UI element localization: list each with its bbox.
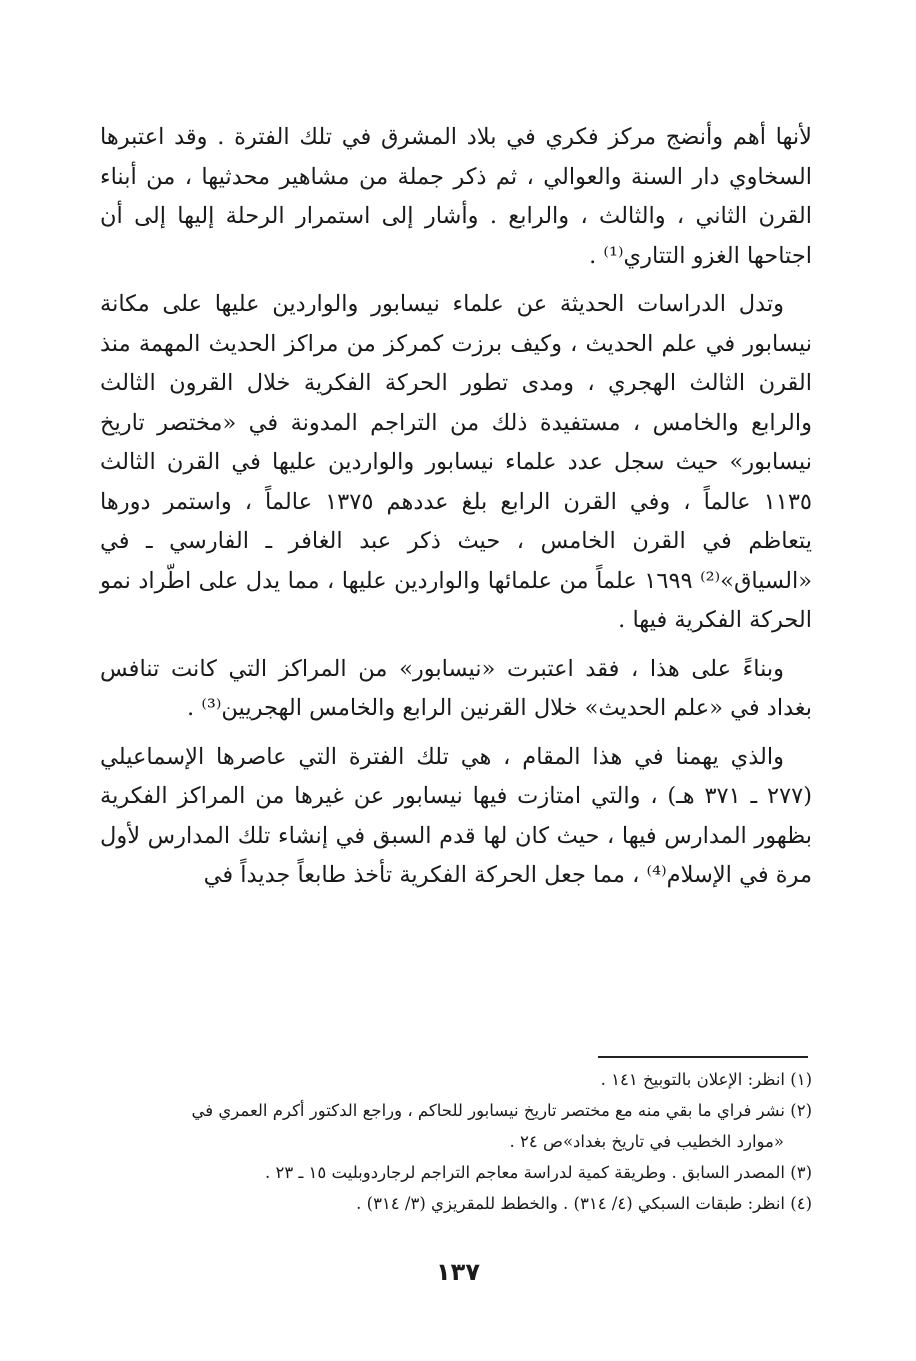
- page-number: ١٣٧: [436, 1258, 480, 1286]
- footnote-divider: [598, 1056, 808, 1058]
- main-text: [100, 118, 812, 905]
- footnote-2: (٢) نشر فراي ما بقي منه مع مختصر تاريخ نيسابور للحاكم ، وراجع الدكتور أكرم العمري في: [191, 1101, 812, 1120]
- footnote-3: (٣) المصدر السابق . وطريقة كمية لدراسة معاجم التراجم لرجاردوبليت ١٥ ـ ٢٣ .: [264, 1163, 812, 1182]
- footnote-1: (١) انظر: الإعلان بالتوبيخ ١٤١ .: [600, 1070, 812, 1089]
- footnote-4: (٤) انظر: طبقات السبكي (٤/ ٣١٤) . والخطط للمقريزي (٣/ ٣١٤) .: [356, 1194, 812, 1213]
- footnote-2-continuation: «موارد الخطيب في تاريخ بغداد»ص ٢٤ .: [509, 1132, 784, 1151]
- paragraph-2: وتدل الدراسات الحديثة عن علماء نيسابور والواردين عليها على مكانة نيسابور في علم الحديث ، وكيف برزت كمركز من مراكز الحديث المهمة منذ القرن الثالث الهجري ، ومدى تطور الحركة الفكرية خلال القرون الثالث والرابع والخامس ، مستفيدة ذلك من التراجم المدونة في «مختصر تاريخ نيسابور» حيث سجل عدد علماء نيسابور والواردين عليها في القرن الثالث ١١٣٥ عالماً ، وفي القرن الرابع بلغ عددهم ١٣٧٥ عالماً ، واستمر دورها يتعاظم في القرن الخامس ، حيث ذكر عبد الغافر ـ الفارسي ـ في «السياق»⁽²⁾ ١٦٩٩ علماً من علمائها والواردين عليها ، مما يدل على اطّراد نمو الحركة الفكرية فيها .: [100, 291, 812, 633]
- footnotes: [110, 1064, 812, 1219]
- paragraph-4: والذي يهمنا في هذا المقام ، هي تلك الفترة التي عاصرها الإسماعيلي (٢٧٧ ـ ٣٧١ هـ) ، والتي امتازت فيها نيسابور عن غيرها من المراكز الفكرية بظهور المدارس فيها ، حيث كان لها قدم السبق في إنشاء تلك المدارس لأول مرة في الإسلام⁽⁴⁾ ، مما جعل الحركة الفكرية تأخذ طابعاً جديداً في: [100, 743, 812, 888]
- paragraph-3: وبناءً على هذا ، فقد اعتبرت «نيسابور» من المراكز التي كانت تنافس بغداد في «علم الحديث» خلال القرنين الرابع والخامس الهجريين⁽³⁾ .: [100, 655, 812, 721]
- paragraph-1: لأنها أهم وأنضج مركز فكري في بلاد المشرق في تلك الفترة . وقد اعتبرها السخاوي دار السنة والعوالي ، ثم ذكر جملة من مشاهير محدثيها ، من أبناء القرن الثاني ، والثالث ، والرابع . وأشار إلى استمرار الرحلة إليها إلى أن اجتاحها الغزو التتاري⁽¹⁾ .: [100, 124, 812, 269]
